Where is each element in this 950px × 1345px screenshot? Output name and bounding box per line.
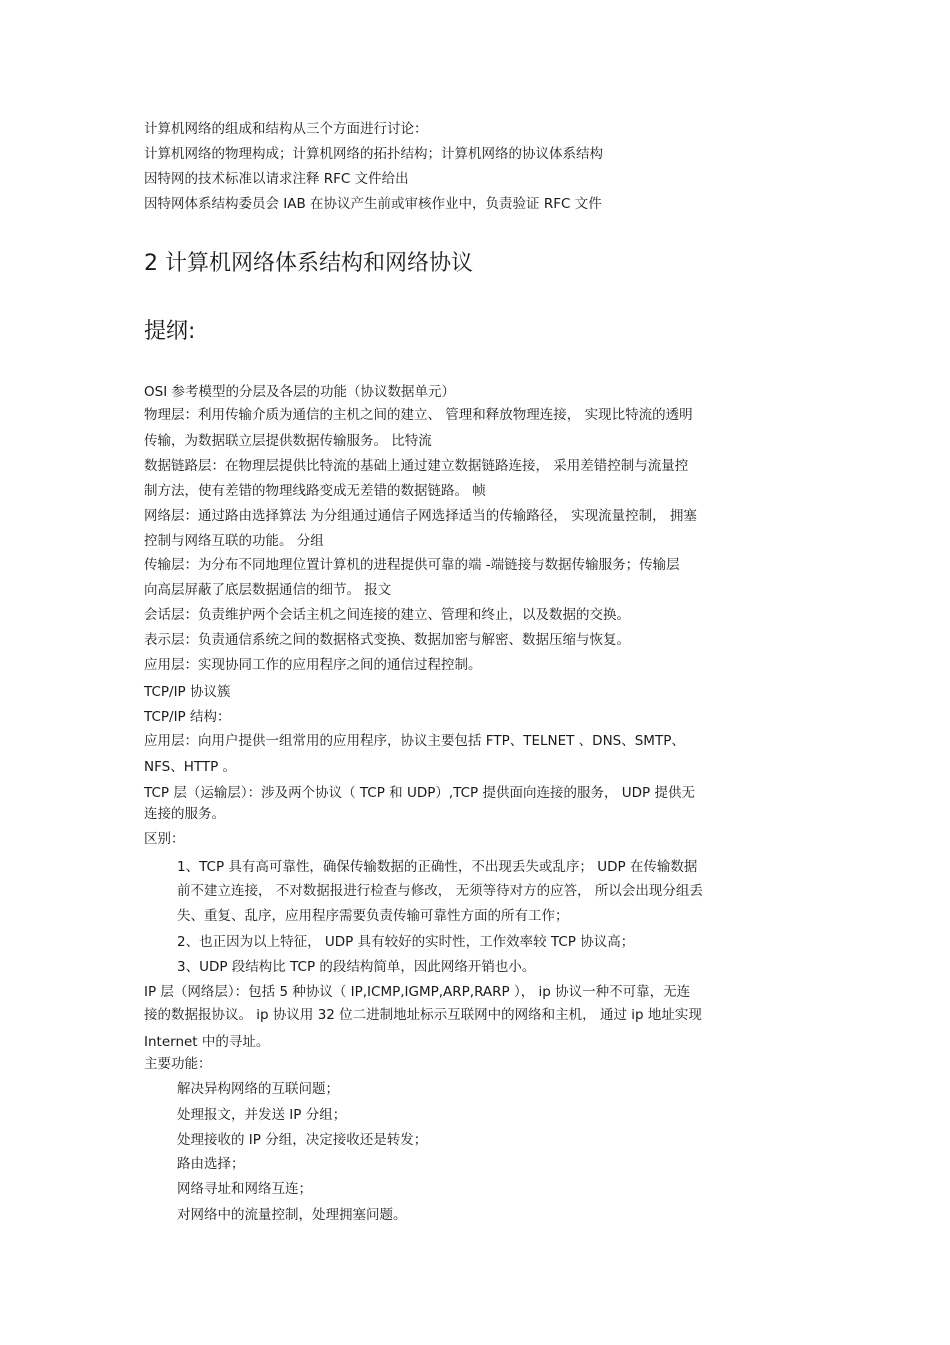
func-item: 对网络中的流量控制，处理拥塞问题。 — [177, 1207, 407, 1223]
func-item: 路由选择； — [177, 1156, 245, 1172]
osi-session: 会话层：负责维护两个会话主机之间连接的建立、管理和终止，以及数据的交换。 — [144, 607, 630, 623]
osi-transport-1: 传输层：为分布不同地理位置计算机的进程提供可靠的端 -端链接与数据传输服务；传输层 — [144, 557, 680, 573]
osi-network-2: 控制与网络互联的功能。 分组 — [144, 533, 324, 549]
osi-network-1: 网络层：通过路由选择算法 为分组通过通信子网选择适当的传输路径， 实现流量控制， 拥塞 — [144, 508, 697, 524]
intro-line-3: 因特网的技术标准以请求注释 RFC 文件给出 — [144, 171, 409, 187]
tcpip-diff-3: 3、UDP 段结构比 TCP 的段结构简单，因此网络开销也小。 — [177, 959, 536, 975]
tcpip-diff-1b: 前不建立连接， 不对数据报进行检查与修改， 无须等待对方的应答， 所以会出现分组丢 — [177, 883, 703, 899]
tcpip-ip-1: IP 层（网络层）：包括 5 种协议（ IP,ICMP,IGMP,ARP,RARP ）， ip 协议一种不可靠，无连 — [144, 984, 691, 1000]
func-item: 处理接收的 IP 分组，决定接收还是转发； — [177, 1132, 428, 1148]
outline-heading: 提纲: — [144, 319, 196, 344]
osi-presentation: 表示层：负责通信系统之间的数据格式变换、数据加密与解密、数据压缩与恢复。 — [144, 632, 630, 648]
tcpip-ip-3: Internet 中的寻址。 — [144, 1034, 270, 1050]
osi-datalink-2: 制方法，使有差错的物理线路变成无差错的数据链路。 帧 — [144, 483, 486, 499]
intro-line-2: 计算机网络的物理构成；计算机网络的拓扑结构；计算机网络的协议体系结构 — [144, 146, 603, 162]
func-item: 解决异构网络的互联问题； — [177, 1081, 339, 1097]
section-title: 2 计算机网络体系结构和网络协议 — [144, 251, 473, 276]
tcpip-app-1: 应用层：向用户提供一组常用的应用程序，协议主要包括 FTP、TELNET 、DNS、SMTP、 — [144, 733, 685, 749]
osi-datalink-1: 数据链路层：在物理层提供比特流的基础上通过建立数据链路连接， 采用差错控制与流量控 — [144, 458, 689, 474]
tcpip-tcp-1: TCP 层（运输层）：涉及两个协议（ TCP 和 UDP）,TCP 提供面向连接的服务， UDP 提供无 — [144, 785, 695, 801]
tcpip-ip-2: 接的数据报协议。 ip 协议用 32 位二进制地址标示互联网中的网络和主机， 通过 ip 地址实现 — [144, 1007, 702, 1023]
tcpip-diff-1c: 失、重复、乱序，应用程序需要负责传输可靠性方面的所有工作； — [177, 908, 569, 924]
tcpip-tcp-2: 连接的服务。 — [144, 806, 225, 822]
osi-application: 应用层：实现协同工作的应用程序之间的通信过程控制。 — [144, 657, 482, 673]
tcpip-func-label: 主要功能： — [144, 1056, 212, 1072]
func-item: 处理报文，并发送 IP 分组； — [177, 1107, 347, 1123]
func-item: 网络寻址和网络互连； — [177, 1181, 312, 1197]
tcpip-diff-1a: 1、TCP 具有高可靠性，确保传输数据的正确性，不出现丢失或乱序； UDP 在传输数据 — [177, 859, 698, 875]
intro-line-1: 计算机网络的组成和结构从三个方面进行讨论： — [144, 121, 428, 137]
tcpip-diff-label: 区别： — [144, 831, 185, 847]
tcpip-app-2: NFS、HTTP 。 — [144, 759, 237, 775]
tcpip-diff-2: 2、也正因为以上特征， UDP 具有较好的实时性，工作效率较 TCP 协议高； — [177, 934, 635, 950]
osi-physical-2: 传输，为数据联立层提供数据传输服务。 比特流 — [144, 433, 432, 449]
osi-heading: OSI 参考模型的分层及各层的功能（协议数据单元） — [144, 384, 455, 400]
osi-physical-1: 物理层：利用传输介质为通信的主机之间的建立、 管理和释放物理连接， 实现比特流的透明 — [144, 407, 693, 423]
intro-line-4: 因特网体系结构委员会 IAB 在协议产生前或审核作业中，负责验证 RFC 文件 — [144, 196, 602, 212]
osi-transport-2: 向高层屏蔽了底层数据通信的细节。 报文 — [144, 582, 392, 598]
tcpip-structure: TCP/IP 结构： — [144, 709, 231, 725]
tcpip-suite: TCP/IP 协议簇 — [144, 684, 231, 700]
